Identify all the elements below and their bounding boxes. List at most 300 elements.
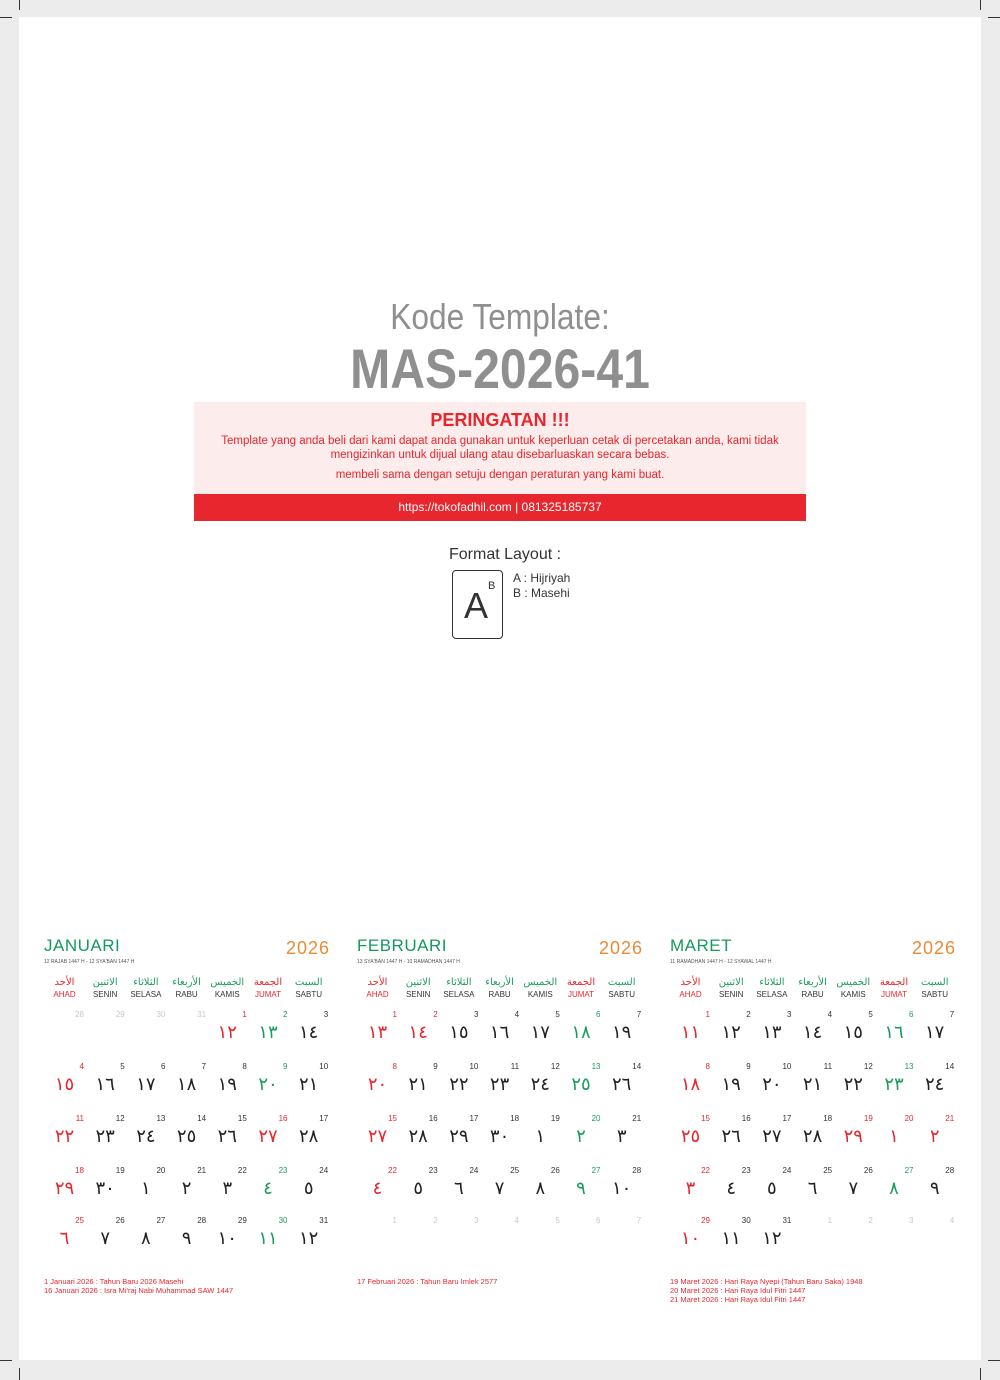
gregorian-date: 20 xyxy=(904,1114,914,1123)
gregorian-date: 8 xyxy=(242,1062,247,1071)
gregorian-date: 26 xyxy=(863,1166,873,1175)
hijri-date: ٩ xyxy=(929,1178,940,1199)
day-cell xyxy=(166,1010,207,1060)
hijri-date: ٢٧ xyxy=(367,1126,388,1147)
weekday-latin: SENIN xyxy=(405,990,431,999)
hijri-date: ٢٥ xyxy=(571,1074,591,1095)
day-cell xyxy=(207,1010,248,1060)
weekday-arabic: الجمعة xyxy=(879,977,909,988)
weekday-arabic: السبت xyxy=(607,977,636,988)
gregorian-date: 24 xyxy=(319,1166,329,1175)
gregorian-date: 21 xyxy=(632,1114,642,1123)
gregorian-date: 16 xyxy=(741,1114,751,1123)
weekday-arabic: السبت xyxy=(294,977,323,988)
hijri-date: ١٢ xyxy=(217,1022,237,1043)
format-layout-icon xyxy=(452,570,503,639)
day-cell xyxy=(874,1114,915,1164)
gregorian-date: 3 xyxy=(786,1010,792,1019)
gregorian-date: 23 xyxy=(278,1166,288,1175)
hijri-date: ٢٤ xyxy=(925,1074,945,1095)
gregorian-date: 17 xyxy=(469,1114,479,1123)
hijri-date: ٢١ xyxy=(802,1074,823,1095)
day-cell xyxy=(288,1010,329,1060)
weekday-arabic: الأربعاء xyxy=(485,977,514,988)
weekday-latin: KAMIS xyxy=(840,990,866,999)
day-cell xyxy=(248,1166,289,1216)
day-cell xyxy=(711,1114,752,1164)
hijri-date: ٥ xyxy=(767,1178,777,1199)
gregorian-date: 6 xyxy=(909,1010,914,1019)
format-options xyxy=(513,571,570,601)
gregorian-date: 15 xyxy=(701,1114,710,1123)
hijri-date: ٢٥ xyxy=(176,1126,197,1147)
day-cell xyxy=(357,1114,398,1164)
gregorian-date: 30 xyxy=(278,1216,288,1225)
day-cell xyxy=(670,1010,711,1060)
day-cell xyxy=(357,1062,398,1112)
gregorian-date: 14 xyxy=(632,1062,642,1071)
gregorian-date: 21 xyxy=(197,1166,207,1175)
gregorian-date: 20 xyxy=(591,1114,601,1123)
hijri-date: ٤ xyxy=(726,1178,737,1199)
weekday-latin: JUMAT xyxy=(567,990,595,999)
weekday-header xyxy=(670,976,711,999)
day-cell xyxy=(125,1166,166,1216)
day-cell xyxy=(833,1010,874,1060)
day-cell xyxy=(833,1114,874,1164)
hijri-date: ٢١ xyxy=(408,1074,428,1095)
weekday-header xyxy=(874,976,915,999)
gregorian-date: 3 xyxy=(473,1216,479,1225)
day-cell xyxy=(711,1216,752,1266)
gregorian-date: 12 xyxy=(115,1114,125,1123)
hijri-date: ١٣ xyxy=(762,1022,782,1043)
crop-mark xyxy=(0,17,12,18)
month-name: FEBRUARI xyxy=(357,936,447,955)
crop-mark xyxy=(19,1368,20,1380)
gregorian-date: 15 xyxy=(388,1114,397,1123)
gregorian-date: 11 xyxy=(75,1114,84,1123)
hijri-date: ٩ xyxy=(181,1228,192,1249)
weekday-header xyxy=(751,976,792,999)
hijri-date: ٢٦ xyxy=(721,1126,741,1147)
day-cell xyxy=(833,1166,874,1216)
weekday-header xyxy=(44,976,85,999)
hijri-date: ١٣ xyxy=(258,1022,278,1043)
day-cell xyxy=(248,1216,289,1266)
gregorian-date: 1 xyxy=(705,1010,710,1019)
day-cell xyxy=(207,1216,248,1266)
weekday-header xyxy=(438,976,479,999)
hijri-date: ١٤ xyxy=(299,1022,319,1043)
weekday-arabic: الاثنين xyxy=(92,977,118,988)
gregorian-date: 19 xyxy=(550,1114,560,1123)
day-cell xyxy=(44,1114,85,1164)
weekday-latin: SELASA xyxy=(130,990,162,999)
gregorian-date: 2 xyxy=(283,1010,288,1019)
crop-mark xyxy=(19,0,20,10)
month-name: JANUARI xyxy=(44,936,121,955)
gregorian-date: 28 xyxy=(945,1166,955,1175)
gregorian-date: 16 xyxy=(278,1114,288,1123)
hijri-date: ١٢ xyxy=(721,1022,741,1043)
day-cell xyxy=(438,1010,479,1060)
day-cell xyxy=(357,1216,398,1266)
day-cell xyxy=(207,1114,248,1164)
gregorian-date: 4 xyxy=(79,1062,84,1071)
hijri-date: ١٧ xyxy=(530,1022,550,1043)
warning-box xyxy=(194,402,806,494)
hijri-date: ١٩ xyxy=(721,1074,741,1095)
hijri-date: ٢٠ xyxy=(258,1074,278,1095)
day-cell xyxy=(44,1166,85,1216)
weekday-header xyxy=(792,976,833,999)
day-cell xyxy=(479,1010,520,1060)
weekday-header xyxy=(207,976,248,999)
gregorian-date: 8 xyxy=(705,1062,710,1071)
weekday-latin: AHAD xyxy=(366,990,389,999)
gregorian-date: 28 xyxy=(632,1166,642,1175)
gregorian-date: 30 xyxy=(156,1010,166,1019)
weekday-latin: SABTU xyxy=(295,990,323,999)
hijri-date: ٧ xyxy=(100,1228,111,1249)
weekday-arabic: الثلاثاء xyxy=(759,977,785,988)
weekday-latin: SENIN xyxy=(718,990,744,999)
gregorian-date: 4 xyxy=(514,1010,520,1019)
day-cell xyxy=(248,1062,289,1112)
hijri-date: ١١ xyxy=(721,1228,741,1249)
hijri-date: ١٥ xyxy=(843,1022,863,1043)
weekday-latin: AHAD xyxy=(53,990,76,999)
gregorian-date: 16 xyxy=(428,1114,438,1123)
weekday-latin: RABU xyxy=(175,990,198,999)
holiday-notes xyxy=(670,1277,863,1304)
gregorian-date: 9 xyxy=(433,1062,438,1071)
day-cell xyxy=(125,1062,166,1112)
hijri-date: ٢٤ xyxy=(530,1074,550,1095)
day-cell xyxy=(166,1166,207,1216)
gregorian-date: 2 xyxy=(746,1010,751,1019)
weekday-header xyxy=(248,976,289,999)
gregorian-date: 29 xyxy=(237,1216,247,1225)
hijri-date: ٢٣ xyxy=(95,1126,115,1147)
hijri-date: ١٦ xyxy=(489,1022,510,1043)
gregorian-date: 12 xyxy=(863,1062,873,1071)
contact-bar: https://tokofadhil.com | 081325185737 xyxy=(194,494,806,521)
month-januari xyxy=(44,936,330,1316)
hijri-date: ٢٣ xyxy=(489,1074,510,1095)
gregorian-date: 15 xyxy=(237,1114,247,1123)
weekday-header xyxy=(398,976,439,999)
hijri-date: ٢٨ xyxy=(408,1126,428,1147)
hijri-date: ١٠ xyxy=(680,1228,701,1249)
gregorian-date: 6 xyxy=(160,1062,166,1071)
day-cell xyxy=(398,1166,439,1216)
day-cell xyxy=(670,1062,711,1112)
hijri-range: 11 RAMADHAN 1447 H - 12 SYAWAL 1447 H xyxy=(670,959,772,965)
hijri-date: ٦ xyxy=(59,1228,70,1249)
day-cell xyxy=(711,1062,752,1112)
gregorian-date: 27 xyxy=(156,1216,166,1225)
gregorian-date: 25 xyxy=(510,1166,520,1175)
weekday-latin: KAMIS xyxy=(214,990,240,999)
weekday-header xyxy=(357,976,398,999)
hijri-date: ١٣ xyxy=(367,1022,388,1043)
day-cell xyxy=(561,1062,602,1112)
hijri-date: ٦ xyxy=(454,1178,464,1199)
gregorian-date: 7 xyxy=(201,1062,207,1071)
day-cell xyxy=(125,1010,166,1060)
hijri-date: ٧ xyxy=(494,1178,505,1199)
gregorian-date: 21 xyxy=(945,1114,955,1123)
day-cell xyxy=(125,1114,166,1164)
day-cell xyxy=(520,1062,561,1112)
hijri-date: ٣ xyxy=(222,1178,233,1199)
gregorian-date: 13 xyxy=(591,1062,601,1071)
gregorian-date: 28 xyxy=(75,1010,84,1019)
hijri-date: ٢ xyxy=(181,1178,192,1199)
day-cell xyxy=(792,1114,833,1164)
gregorian-date: 27 xyxy=(904,1166,914,1175)
day-cell xyxy=(914,1062,955,1112)
gregorian-date: 18 xyxy=(823,1114,833,1123)
format-layout-title: Format Layout : xyxy=(449,546,562,563)
day-cell xyxy=(248,1010,289,1060)
hijri-date: ١٩ xyxy=(612,1022,632,1043)
weekday-latin: SELASA xyxy=(443,990,475,999)
month-year: 2026 xyxy=(598,938,643,958)
weekday-header xyxy=(479,976,520,999)
format-option-a: A : Hijriyah xyxy=(513,571,571,585)
day-cell xyxy=(751,1010,792,1060)
hijri-range: 12 RAJAB 1447 H - 12 SYA'BAN 1447 H xyxy=(44,959,135,965)
weekday-arabic: الخميس xyxy=(523,977,558,988)
month-year: 2026 xyxy=(911,938,956,958)
day-cell xyxy=(125,1216,166,1266)
gregorian-date: 1 xyxy=(827,1216,833,1225)
hijri-date: ٢٠ xyxy=(367,1074,388,1095)
crop-mark xyxy=(0,1360,12,1361)
day-cell xyxy=(44,1010,85,1060)
weekday-arabic: الأحد xyxy=(367,977,388,988)
hijri-date: ٢١ xyxy=(299,1074,319,1095)
gregorian-date: 25 xyxy=(823,1166,833,1175)
template-code-label: Kode Template: xyxy=(390,296,610,337)
day-cell xyxy=(438,1062,479,1112)
gregorian-date: 10 xyxy=(782,1062,792,1071)
day-cell xyxy=(166,1062,207,1112)
day-cell xyxy=(357,1166,398,1216)
hijri-date: ١٤ xyxy=(802,1022,823,1043)
day-cell xyxy=(751,1216,792,1266)
day-cell xyxy=(288,1166,329,1216)
crop-mark xyxy=(988,17,1000,18)
gregorian-date: 13 xyxy=(156,1114,166,1123)
day-cell xyxy=(398,1010,439,1060)
day-cell xyxy=(479,1062,520,1112)
day-cell xyxy=(914,1114,955,1164)
warning-text: Template yang anda beli dari kami dapat anda gunakan untuk keperluan cetak di percetakan anda, kami tidak mengizinkan untuk dijual ulang atau disebarluaskan secara bebas. xyxy=(221,435,779,461)
day-cell xyxy=(479,1166,520,1216)
weekday-arabic: الأحد xyxy=(680,977,701,988)
hijri-date: ٨ xyxy=(889,1178,899,1199)
gregorian-date: 25 xyxy=(75,1216,84,1225)
weekday-header xyxy=(85,976,126,999)
gregorian-date: 11 xyxy=(823,1062,833,1071)
holiday-note: 19 Maret 2026 : Hari Raya Nyepi (Tahun Baru Saka) 1948 xyxy=(670,1277,863,1286)
weekday-header xyxy=(125,976,166,999)
hijri-date: ٢٦ xyxy=(217,1126,237,1147)
crop-mark xyxy=(988,1360,1000,1361)
day-cell xyxy=(438,1166,479,1216)
weekday-arabic: الأربعاء xyxy=(798,977,827,988)
day-cell xyxy=(601,1062,642,1112)
gregorian-date: 3 xyxy=(473,1010,479,1019)
hijri-date: ١٨ xyxy=(176,1074,197,1095)
gregorian-date: 24 xyxy=(469,1166,479,1175)
crop-mark xyxy=(980,0,981,10)
gregorian-date: 4 xyxy=(514,1216,520,1225)
gregorian-date: 5 xyxy=(555,1010,560,1019)
gregorian-date: 18 xyxy=(510,1114,520,1123)
day-cell xyxy=(601,1114,642,1164)
gregorian-date: 5 xyxy=(555,1216,560,1225)
day-cell xyxy=(833,1216,874,1266)
weekday-arabic: الأحد xyxy=(54,977,75,988)
hijri-date: ١٢ xyxy=(762,1228,782,1249)
hijri-date: ١٠ xyxy=(217,1228,237,1249)
gregorian-date: 28 xyxy=(197,1216,207,1225)
day-cell xyxy=(166,1216,207,1266)
weekday-header xyxy=(914,976,955,999)
gregorian-date: 20 xyxy=(156,1166,166,1175)
hijri-date: ١٢ xyxy=(299,1228,319,1249)
weekday-header xyxy=(833,976,874,999)
format-a-letter: A xyxy=(464,585,489,626)
day-cell xyxy=(288,1062,329,1112)
hijri-date: ١٦ xyxy=(884,1022,904,1043)
gregorian-date: 6 xyxy=(596,1216,601,1225)
day-cell xyxy=(561,1216,602,1266)
holiday-note: 21 Maret 2026 : Hari Raya Idul Fitri 1447 xyxy=(670,1295,806,1304)
gregorian-date: 7 xyxy=(636,1216,642,1225)
weekday-arabic: الاثنين xyxy=(718,977,744,988)
holiday-notes xyxy=(357,1277,497,1286)
hijri-date: ١٨ xyxy=(680,1074,701,1095)
gregorian-date: 6 xyxy=(596,1010,601,1019)
holiday-note: 17 Februari 2026 : Tahun Baru Imlek 2577 xyxy=(357,1277,498,1286)
gregorian-date: 5 xyxy=(868,1010,873,1019)
weekday-header xyxy=(711,976,752,999)
gregorian-date: 19 xyxy=(863,1114,873,1123)
gregorian-date: 22 xyxy=(388,1166,397,1175)
hijri-date: ٣٠ xyxy=(95,1178,115,1199)
gregorian-date: 1 xyxy=(242,1010,247,1019)
day-cell xyxy=(751,1166,792,1216)
hijri-date: ٢ xyxy=(576,1126,586,1147)
weekday-latin: AHAD xyxy=(679,990,702,999)
day-cell xyxy=(85,1166,126,1216)
hijri-date: ١ xyxy=(889,1126,899,1147)
hijri-date: ٢٨ xyxy=(802,1126,823,1147)
weekday-latin: SABTU xyxy=(608,990,636,999)
day-cell xyxy=(561,1010,602,1060)
day-cell xyxy=(85,1216,126,1266)
hijri-date: ١٤ xyxy=(408,1022,428,1043)
day-cell xyxy=(751,1114,792,1164)
holiday-note: 16 Januari 2026 : Isra Mi'raj Nabi Muhammad SAW 1447 xyxy=(44,1286,234,1295)
hijri-date: ١١ xyxy=(680,1022,701,1043)
hijri-date: ١٠ xyxy=(612,1178,632,1199)
hijri-date: ٥ xyxy=(413,1178,424,1199)
format-b-letter: B xyxy=(488,580,496,592)
gregorian-date: 3 xyxy=(909,1216,914,1225)
gregorian-date: 14 xyxy=(945,1062,955,1071)
hijri-date: ١٥ xyxy=(54,1074,75,1095)
gregorian-date: 10 xyxy=(469,1062,479,1071)
gregorian-date: 29 xyxy=(701,1216,710,1225)
month-maret xyxy=(670,936,956,1316)
gregorian-date: 27 xyxy=(591,1166,601,1175)
day-cell xyxy=(85,1010,126,1060)
weekday-latin: JUMAT xyxy=(254,990,282,999)
gregorian-date: 24 xyxy=(782,1166,792,1175)
weekday-header xyxy=(601,976,642,999)
hijri-date: ١ xyxy=(141,1178,151,1199)
weekday-latin: KAMIS xyxy=(527,990,553,999)
day-cell xyxy=(833,1062,874,1112)
day-cell xyxy=(479,1114,520,1164)
hijri-date: ١٦ xyxy=(95,1074,115,1095)
gregorian-date: 14 xyxy=(197,1114,207,1123)
weekday-latin: JUMAT xyxy=(880,990,908,999)
day-cell xyxy=(520,1114,561,1164)
day-cell xyxy=(288,1216,329,1266)
gregorian-date: 19 xyxy=(115,1166,125,1175)
gregorian-date: 4 xyxy=(827,1010,833,1019)
gregorian-date: 7 xyxy=(636,1010,642,1019)
holiday-note: 1 Januari 2026 : Tahun Baru 2026 Masehi xyxy=(44,1277,184,1286)
hijri-date: ٢ xyxy=(929,1126,940,1147)
weekday-latin: RABU xyxy=(801,990,824,999)
day-cell xyxy=(914,1010,955,1060)
weekday-arabic: السبت xyxy=(920,977,949,988)
hijri-date: ١١ xyxy=(258,1228,278,1249)
hijri-date: ٩ xyxy=(576,1178,586,1199)
hijri-date: ١ xyxy=(535,1126,546,1147)
month-name: MARET xyxy=(670,936,732,955)
weekday-header xyxy=(561,976,602,999)
day-cell xyxy=(44,1216,85,1266)
day-cell xyxy=(438,1216,479,1266)
gregorian-date: 26 xyxy=(550,1166,560,1175)
weekday-latin: SELASA xyxy=(756,990,788,999)
day-cell xyxy=(792,1216,833,1266)
hijri-date: ٢٦ xyxy=(612,1074,632,1095)
weekday-arabic: الخميس xyxy=(836,977,871,988)
gregorian-date: 11 xyxy=(510,1062,520,1071)
day-cell xyxy=(914,1166,955,1216)
day-cell xyxy=(601,1216,642,1266)
hijri-date: ١٧ xyxy=(136,1074,156,1095)
day-cell xyxy=(561,1166,602,1216)
hijri-date: ٢٩ xyxy=(54,1178,75,1199)
gregorian-date: 5 xyxy=(120,1062,125,1071)
day-cell xyxy=(207,1062,248,1112)
hijri-date: ٨ xyxy=(535,1178,546,1199)
day-cell xyxy=(711,1010,752,1060)
gregorian-date: 2 xyxy=(433,1216,438,1225)
